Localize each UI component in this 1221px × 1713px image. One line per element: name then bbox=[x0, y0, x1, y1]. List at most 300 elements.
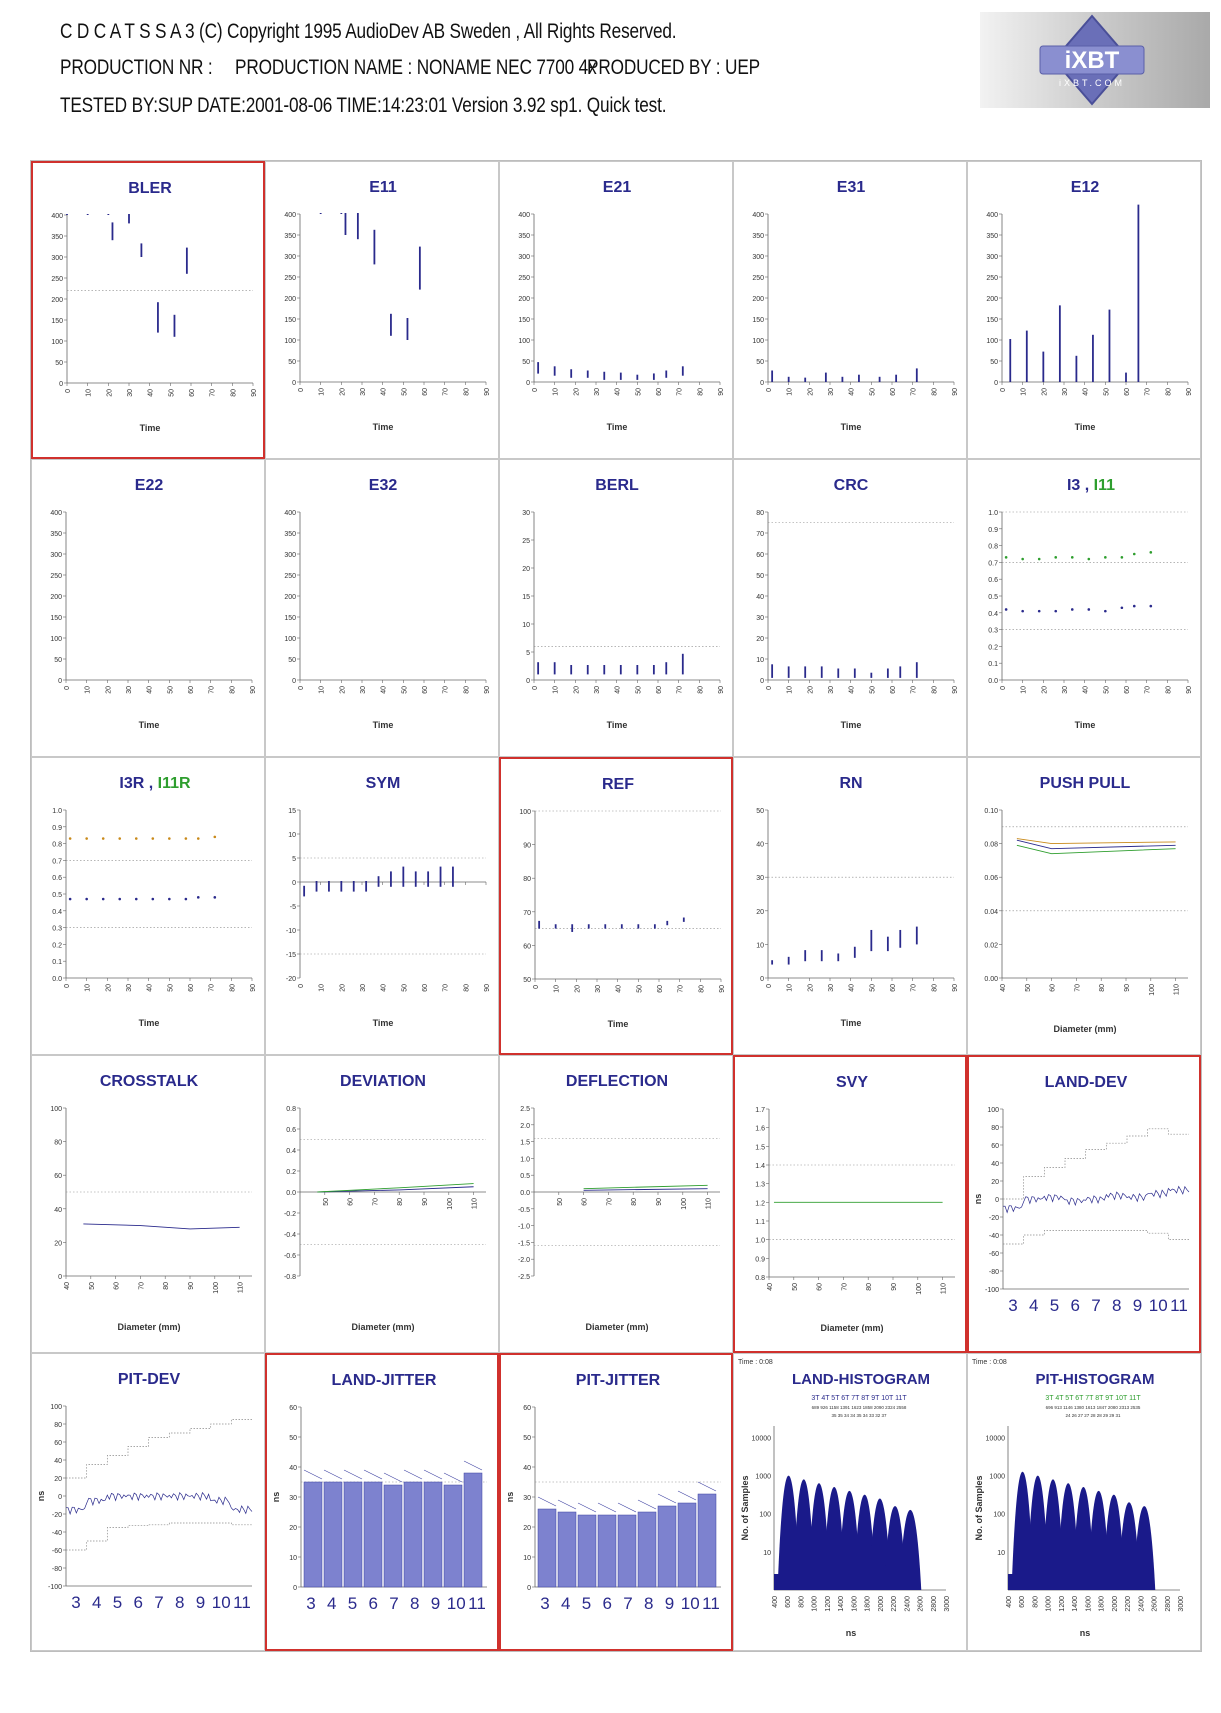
x-tick-label: 70 bbox=[209, 389, 217, 397]
x-tick-label: 1000 bbox=[811, 1596, 819, 1612]
y-tick-label: 10 bbox=[763, 1549, 771, 1557]
y-tick-label: 150 bbox=[752, 317, 764, 324]
x-tick-label: 2800 bbox=[1164, 1596, 1172, 1612]
jitter-peak-8 bbox=[404, 1470, 422, 1479]
x-tick-label: 40 bbox=[615, 985, 623, 993]
chart-panel-svy bbox=[733, 1055, 967, 1353]
data-point-8 bbox=[197, 896, 200, 899]
x-tick-label: 60 bbox=[422, 984, 429, 992]
y-tick-label: 250 bbox=[51, 276, 63, 283]
y-tick-label: 20 bbox=[756, 908, 764, 916]
x-tick-label: 110 bbox=[940, 1283, 948, 1295]
y-tick-label: -0.8 bbox=[283, 1274, 296, 1281]
chart-title: E21 bbox=[602, 179, 632, 196]
lower-limit-line bbox=[66, 1523, 252, 1550]
x-tick-label: 70 bbox=[138, 1282, 146, 1290]
spike-series bbox=[772, 662, 917, 678]
x-axis-label: ns bbox=[845, 1628, 857, 1638]
y-tick-label: 300 bbox=[284, 552, 296, 559]
report-header bbox=[60, 18, 960, 128]
y-axis-label: ns bbox=[973, 1193, 983, 1205]
produced-by: PRODUCED BY : UEP bbox=[587, 56, 760, 79]
x-tick-label: 60 bbox=[347, 1198, 355, 1206]
x-tick-label: 10 bbox=[786, 686, 794, 694]
x-axis-label: Time bbox=[372, 720, 394, 730]
y-tick-label: -0.5 bbox=[517, 1206, 530, 1214]
x-tick-label: 20 bbox=[807, 686, 815, 694]
y-tick-label: 100 bbox=[759, 1511, 771, 1519]
x-tick-label: 0 bbox=[298, 984, 305, 988]
x-tick-label: 1600 bbox=[851, 1596, 859, 1612]
x-tick-label: 10 bbox=[552, 686, 560, 694]
spike-series bbox=[304, 867, 453, 897]
x-tick-label: 1400 bbox=[838, 1596, 846, 1612]
y-tick-label: 10 bbox=[523, 1555, 531, 1562]
chart-i3i11 bbox=[968, 460, 1202, 758]
chart-landhist bbox=[734, 1354, 968, 1652]
y-tick-label: 150 bbox=[51, 318, 63, 325]
x-tick-label: 20 bbox=[1041, 686, 1049, 694]
chart-title: BLER bbox=[128, 180, 172, 197]
dot-series-1 bbox=[1005, 605, 1152, 613]
chart-title: LAND-HISTOGRAM bbox=[791, 1371, 931, 1388]
y-axis-label: ns bbox=[505, 1491, 515, 1503]
x-tick-label: 90 bbox=[952, 984, 959, 992]
y-tick-label: 0.2 bbox=[286, 1169, 296, 1176]
spike-series bbox=[539, 918, 684, 932]
x-category-label: 6 bbox=[368, 1594, 378, 1613]
y-tick-label: 30 bbox=[523, 1495, 531, 1502]
data-point-2 bbox=[102, 837, 105, 840]
x-tick-label: 60 bbox=[113, 1282, 121, 1290]
x-tick-label: 30 bbox=[127, 389, 134, 397]
y-tick-label: -80 bbox=[51, 1566, 62, 1573]
y-tick-label: 150 bbox=[284, 317, 296, 324]
y-tick-label: 50 bbox=[523, 1435, 531, 1442]
dot-series-0 bbox=[69, 836, 216, 840]
y-tick-label: 200 bbox=[284, 594, 296, 601]
y-tick-label: 400 bbox=[518, 212, 530, 219]
data-point-2 bbox=[1038, 610, 1041, 613]
x-tick-label: 50 bbox=[635, 686, 643, 694]
y-tick-label: 1.4 bbox=[755, 1163, 765, 1170]
x-tick-label: 0 bbox=[1000, 686, 1007, 690]
y-tick-label: 50 bbox=[756, 573, 764, 580]
chart-title bbox=[1067, 477, 1115, 494]
y-tick-label: 200 bbox=[752, 296, 764, 303]
chart-title-separator: , bbox=[1080, 477, 1094, 494]
x-tick-label: 800 bbox=[1032, 1596, 1040, 1608]
x-tick-label: 10 bbox=[552, 388, 560, 396]
chart-deviation bbox=[266, 1056, 500, 1354]
x-tick-label: 70 bbox=[442, 686, 450, 694]
data-point-1 bbox=[1021, 610, 1024, 613]
x-tick-label: 110 bbox=[1173, 984, 1181, 996]
chart-title: PIT-JITTER bbox=[575, 1372, 661, 1389]
logo-text: iXBT bbox=[1064, 47, 1120, 74]
y-tick-label: 100 bbox=[50, 636, 62, 643]
x-tick-label: 50 bbox=[635, 388, 643, 396]
data-point-7 bbox=[185, 898, 188, 901]
x-tick-label: 50 bbox=[1103, 686, 1111, 694]
y-tick-label: 1.0 bbox=[755, 1237, 765, 1245]
x-category-label: 10 bbox=[211, 1593, 231, 1612]
x-tick-label: 30 bbox=[594, 686, 601, 694]
x-tick-label: 30 bbox=[360, 686, 367, 694]
x-tick-label: 90 bbox=[952, 686, 959, 694]
chart-title: CRC bbox=[833, 477, 869, 494]
y-tick-label: 70 bbox=[756, 531, 764, 538]
x-tick-label: 0 bbox=[532, 686, 539, 690]
jitter-bars bbox=[538, 1482, 716, 1587]
y-tick-label: 0.7 bbox=[988, 560, 998, 568]
ixbt-logo bbox=[980, 12, 1210, 108]
jitter-block-3 bbox=[304, 1482, 322, 1587]
x-category-label: 5 bbox=[1049, 1296, 1060, 1315]
y-tick-label: 80 bbox=[54, 1422, 62, 1429]
y-tick-label: 0.0 bbox=[520, 1190, 530, 1197]
jitter-block-8 bbox=[638, 1512, 656, 1587]
data-point-8 bbox=[1133, 553, 1136, 556]
production-name: PRODUCTION NAME : NONAME NEC 7700 4x bbox=[235, 56, 597, 79]
y-tick-label: 100 bbox=[284, 338, 296, 345]
y-tick-label: 0.9 bbox=[52, 824, 62, 832]
y-tick-label: 0 bbox=[58, 1274, 62, 1281]
x-category-label: 11 bbox=[233, 1593, 251, 1612]
x-tick-label: 80 bbox=[866, 1283, 874, 1291]
jitter-block-9 bbox=[658, 1506, 676, 1587]
chart-e22 bbox=[32, 460, 266, 758]
x-axis-label: Time bbox=[840, 1018, 862, 1028]
jitter-block-8 bbox=[404, 1482, 422, 1587]
x-tick-label: 60 bbox=[890, 388, 897, 396]
chart-title: DEFLECTION bbox=[565, 1073, 669, 1090]
x-tick-label: 0 bbox=[766, 984, 773, 988]
y-tick-label: 1.2 bbox=[755, 1200, 765, 1208]
y-tick-label: 250 bbox=[518, 275, 530, 282]
data-point-5 bbox=[1088, 608, 1091, 611]
x-tick-label: 70 bbox=[1074, 984, 1082, 992]
y-tick-label: 50 bbox=[289, 1435, 297, 1442]
x-axis-label: Time bbox=[607, 1019, 629, 1029]
jitter-block-7 bbox=[618, 1515, 636, 1587]
y-tick-label: 1.0 bbox=[520, 1156, 530, 1164]
x-tick-label: 40 bbox=[614, 686, 622, 694]
y-tick-label: 250 bbox=[284, 573, 296, 580]
chart-panel-pushpull bbox=[967, 757, 1201, 1055]
data-point-6 bbox=[168, 837, 171, 840]
chart-title-separator: , bbox=[144, 775, 158, 792]
y-tick-label: 1.3 bbox=[755, 1181, 765, 1189]
y-tick-label: 1.5 bbox=[520, 1139, 530, 1147]
x-tick-label: 10 bbox=[318, 984, 326, 992]
data-point-4 bbox=[135, 837, 138, 840]
x-tick-label: 70 bbox=[677, 985, 685, 993]
x-tick-label: 40 bbox=[64, 1282, 71, 1290]
x-tick-label: 30 bbox=[594, 388, 601, 396]
x-tick-label: 80 bbox=[1165, 686, 1173, 694]
x-tick-label: 80 bbox=[463, 984, 471, 992]
chart-title: RN bbox=[839, 775, 863, 792]
x-tick-label: 10 bbox=[1020, 388, 1028, 396]
chart-panel-landdev bbox=[967, 1055, 1201, 1353]
chart-title: PIT-DEV bbox=[117, 1371, 181, 1388]
x-tick-label: 80 bbox=[463, 686, 471, 694]
jitter-peak-7 bbox=[384, 1473, 402, 1482]
x-tick-label: 20 bbox=[807, 388, 815, 396]
x-tick-label: 70 bbox=[442, 984, 450, 992]
x-tick-label: 2200 bbox=[891, 1596, 899, 1612]
chart-title: SYM bbox=[365, 775, 401, 792]
y-tick-label: 40 bbox=[756, 594, 764, 601]
y-tick-label: 0.8 bbox=[988, 543, 998, 551]
x-tick-label: 90 bbox=[891, 1283, 898, 1291]
y-tick-label: 40 bbox=[523, 1465, 531, 1472]
chart-title: E32 bbox=[368, 477, 398, 494]
x-tick-label: 80 bbox=[697, 388, 705, 396]
y-tick-label: 20 bbox=[289, 1525, 297, 1532]
x-tick-label: 0 bbox=[298, 686, 305, 690]
x-tick-label: 50 bbox=[401, 686, 409, 694]
y-tick-label: -2.0 bbox=[517, 1257, 530, 1265]
data-point-4 bbox=[1071, 608, 1074, 611]
histogram-legend: 3T 4T 5T 6T 7T 8T 9T 10T 11T bbox=[1045, 1395, 1141, 1402]
x-tick-label: 20 bbox=[106, 389, 114, 397]
x-category-label: 9 bbox=[664, 1594, 675, 1613]
data-line-1 bbox=[1017, 845, 1176, 853]
y-tick-label: 0 bbox=[58, 1494, 62, 1501]
y-tick-label: 60 bbox=[523, 1405, 531, 1412]
chart-grid bbox=[30, 160, 1202, 1652]
data-point-0 bbox=[69, 837, 72, 840]
upper-limit-line bbox=[66, 1420, 252, 1479]
y-axis-label: ns bbox=[271, 1491, 281, 1503]
data-point-5 bbox=[152, 837, 155, 840]
chart-e21 bbox=[500, 162, 734, 460]
x-category-label: 9 bbox=[1132, 1296, 1143, 1315]
data-point-7 bbox=[1121, 556, 1124, 559]
x-tick-label: 70 bbox=[841, 1283, 849, 1291]
x-tick-label: 90 bbox=[251, 389, 258, 397]
deviation-line bbox=[1003, 1186, 1189, 1212]
x-tick-label: 10 bbox=[318, 686, 326, 694]
chart-panel-sym bbox=[265, 757, 499, 1055]
x-axis-label: Diameter (mm) bbox=[1053, 1024, 1117, 1034]
chart-ref bbox=[501, 759, 735, 1057]
x-tick-label: 400 bbox=[1006, 1596, 1013, 1608]
y-tick-label: 0.9 bbox=[755, 1256, 765, 1264]
y-tick-label: 30 bbox=[522, 510, 530, 517]
x-axis-label: Time bbox=[1074, 720, 1096, 730]
chart-landjitter bbox=[267, 1355, 501, 1653]
x-tick-label: 50 bbox=[791, 1283, 799, 1291]
jitter-peak-3 bbox=[538, 1497, 556, 1506]
x-tick-label: 40 bbox=[380, 686, 388, 694]
data-point-3 bbox=[1054, 610, 1057, 613]
time-label: Time : 0:08 bbox=[972, 1359, 1007, 1366]
y-tick-label: 400 bbox=[51, 213, 63, 220]
chart-rn bbox=[734, 758, 968, 1056]
data-line-0 bbox=[584, 1189, 708, 1191]
x-tick-label: 30 bbox=[828, 388, 835, 396]
jitter-peak-4 bbox=[324, 1470, 342, 1479]
y-tick-label: 20 bbox=[54, 1476, 62, 1483]
data-point-7 bbox=[185, 837, 188, 840]
y-tick-label: 0 bbox=[994, 380, 998, 387]
y-axis-label: ns bbox=[36, 1490, 46, 1502]
upper-limit-line bbox=[1003, 1129, 1189, 1199]
x-tick-label: 50 bbox=[168, 389, 176, 397]
jitter-peak-5 bbox=[578, 1503, 596, 1512]
jitter-block-4 bbox=[324, 1482, 342, 1587]
chart-e12 bbox=[968, 162, 1202, 460]
chart-e31 bbox=[734, 162, 968, 460]
logo-subtext: iXBT.COM bbox=[1058, 78, 1126, 88]
y-tick-label: 100 bbox=[519, 809, 531, 816]
x-tick-label: 1200 bbox=[824, 1596, 832, 1612]
chart-panel-e11 bbox=[265, 161, 499, 459]
y-tick-label: 0.1 bbox=[52, 959, 62, 967]
data-point-2 bbox=[1038, 558, 1041, 561]
x-tick-label: 1800 bbox=[1098, 1596, 1106, 1612]
data-point-7 bbox=[1121, 606, 1124, 609]
x-tick-label: 100 bbox=[446, 1198, 454, 1210]
x-axis-label: Time bbox=[840, 422, 862, 432]
x-tick-label: 90 bbox=[719, 985, 726, 993]
y-tick-label: 250 bbox=[986, 275, 998, 282]
y-tick-label: 20 bbox=[522, 566, 530, 573]
chart-title: E12 bbox=[1070, 179, 1100, 196]
y-tick-label: 0.4 bbox=[286, 1148, 296, 1155]
x-tick-label: 90 bbox=[952, 388, 959, 396]
y-tick-label: 0 bbox=[526, 380, 530, 387]
histogram-peak-11t bbox=[1133, 1506, 1155, 1590]
y-tick-label: 0.10 bbox=[984, 808, 998, 815]
x-tick-label: 2400 bbox=[904, 1596, 912, 1612]
jitter-block-4 bbox=[558, 1512, 576, 1587]
y-tick-label: 50 bbox=[990, 359, 998, 366]
y-tick-label: 0.5 bbox=[520, 1173, 530, 1181]
jitter-block-3 bbox=[538, 1509, 556, 1587]
jitter-peak-4 bbox=[558, 1500, 576, 1509]
x-tick-label: 110 bbox=[237, 1282, 245, 1294]
chart-panel-rn bbox=[733, 757, 967, 1055]
y-tick-label: 10 bbox=[522, 622, 530, 629]
y-tick-label: 350 bbox=[284, 233, 296, 240]
jitter-peak-11 bbox=[464, 1461, 482, 1470]
x-tick-label: 90 bbox=[484, 984, 491, 992]
x-tick-label: 70 bbox=[208, 686, 216, 694]
copyright-line: C D C A T S S A 3 (C) Copyright 1995 AudioDev AB Sweden , All Rights Reserved. bbox=[60, 20, 677, 43]
y-tick-label: 0.0 bbox=[988, 678, 998, 685]
x-tick-label: 70 bbox=[372, 1198, 380, 1206]
y-tick-label: 0.0 bbox=[286, 1190, 296, 1197]
y-tick-label: 50 bbox=[55, 360, 63, 367]
x-tick-label: 60 bbox=[1049, 984, 1057, 992]
chart-panel-e22 bbox=[31, 459, 265, 757]
x-tick-label: 0 bbox=[533, 985, 540, 989]
x-tick-label: 30 bbox=[595, 985, 602, 993]
y-tick-label: 0 bbox=[292, 678, 296, 685]
x-axis-label: Time bbox=[139, 423, 161, 433]
y-tick-label: 1000 bbox=[755, 1473, 771, 1481]
histogram-floor bbox=[774, 1574, 888, 1590]
y-tick-label: 200 bbox=[518, 296, 530, 303]
y-tick-label: 400 bbox=[986, 212, 998, 219]
chart-panel-ref bbox=[499, 757, 733, 1055]
x-tick-label: 60 bbox=[189, 389, 196, 397]
data-point-4 bbox=[135, 898, 138, 901]
y-tick-label: 10 bbox=[997, 1549, 1005, 1557]
x-tick-label: 50 bbox=[636, 985, 644, 993]
y-tick-label: 50 bbox=[756, 808, 764, 815]
jitter-peak-10 bbox=[444, 1473, 462, 1482]
x-tick-label: 20 bbox=[573, 388, 581, 396]
y-tick-label: 400 bbox=[284, 510, 296, 517]
x-axis-label: Time bbox=[138, 1018, 160, 1028]
y-tick-label: 300 bbox=[50, 552, 62, 559]
y-tick-label: 200 bbox=[284, 296, 296, 303]
x-tick-label: 60 bbox=[890, 984, 897, 992]
x-tick-label: 30 bbox=[126, 686, 133, 694]
x-axis-label: Diameter (mm) bbox=[351, 1322, 415, 1332]
spike-series bbox=[538, 362, 683, 380]
x-tick-label: 70 bbox=[676, 388, 684, 396]
x-tick-label: 1000 bbox=[1045, 1596, 1053, 1612]
y-tick-label: 200 bbox=[51, 297, 63, 304]
x-tick-label: 10 bbox=[1020, 686, 1028, 694]
chart-panel-pitjitter bbox=[499, 1353, 733, 1651]
data-point-0 bbox=[1005, 608, 1008, 611]
jitter-block-9 bbox=[424, 1482, 442, 1587]
dot-series-0 bbox=[1005, 551, 1152, 560]
y-tick-label: 300 bbox=[284, 254, 296, 261]
chart-panel-deviation bbox=[265, 1055, 499, 1353]
data-point-9 bbox=[1150, 605, 1153, 608]
x-tick-label: 60 bbox=[816, 1283, 824, 1291]
y-tick-label: -40 bbox=[988, 1233, 999, 1240]
chart-panel-i3r bbox=[31, 757, 265, 1055]
y-tick-label: 0 bbox=[293, 1585, 297, 1592]
x-category-label: 7 bbox=[623, 1594, 633, 1613]
chart-e32 bbox=[266, 460, 500, 758]
chart-panel-crc bbox=[733, 459, 967, 757]
y-axis-label: No. of Samples bbox=[740, 1475, 750, 1541]
y-tick-label: 80 bbox=[54, 1139, 62, 1147]
y-tick-label: 1.5 bbox=[755, 1144, 765, 1152]
x-category-label: 6 bbox=[602, 1594, 612, 1613]
x-tick-label: 60 bbox=[188, 984, 195, 992]
histogram-floor bbox=[1008, 1574, 1122, 1590]
y-tick-label: 60 bbox=[289, 1405, 297, 1412]
y-tick-label: 400 bbox=[284, 212, 296, 219]
y-tick-label: 350 bbox=[50, 531, 62, 538]
x-tick-label: 80 bbox=[163, 1282, 171, 1290]
x-axis-label: Time bbox=[138, 720, 160, 730]
y-tick-label: -20 bbox=[285, 976, 296, 983]
y-tick-label: 40 bbox=[54, 1458, 62, 1465]
y-tick-label: 200 bbox=[986, 296, 998, 303]
chart-title: SVY bbox=[835, 1074, 869, 1091]
y-tick-label: 10 bbox=[756, 657, 764, 664]
y-tick-label: 0.8 bbox=[755, 1275, 765, 1282]
x-tick-label: 0 bbox=[65, 389, 72, 393]
y-tick-label: 150 bbox=[50, 615, 62, 622]
chart-pithist bbox=[968, 1354, 1202, 1652]
y-tick-label: -10 bbox=[285, 928, 296, 935]
x-tick-label: 20 bbox=[339, 984, 347, 992]
x-tick-label: 60 bbox=[890, 686, 897, 694]
